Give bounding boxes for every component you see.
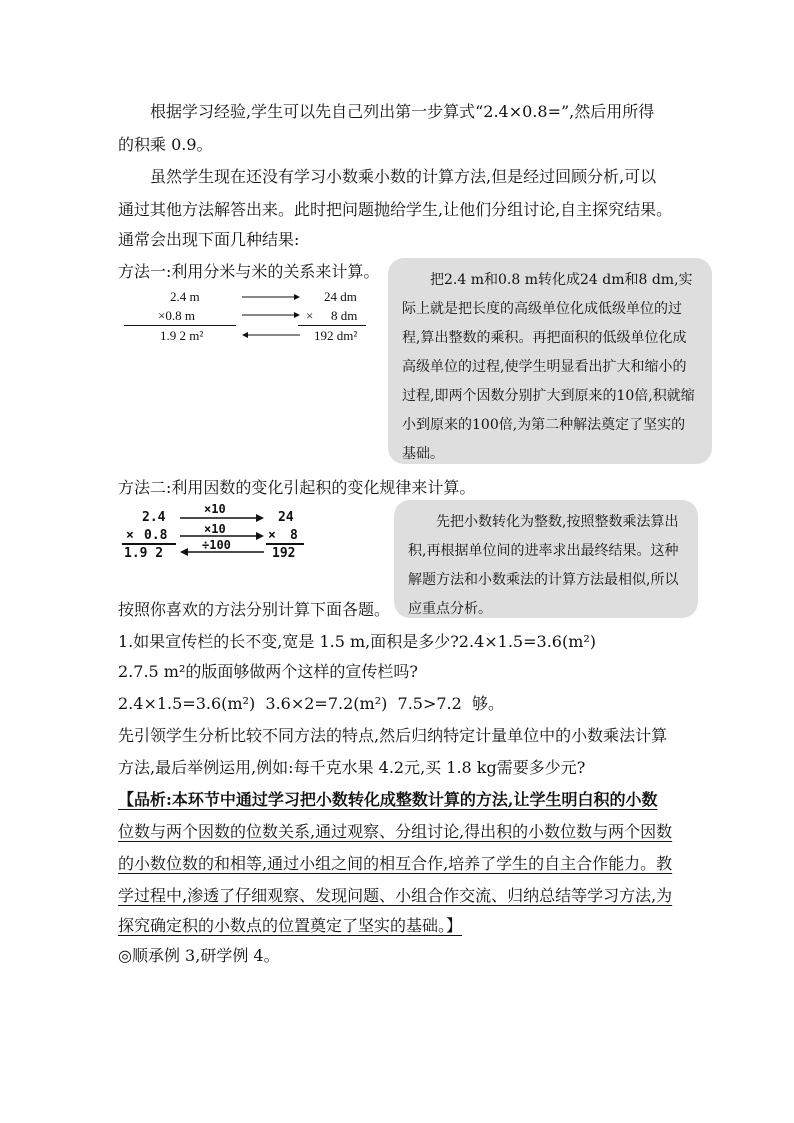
m2-arrow3-label: ÷100 xyxy=(202,538,231,552)
m2-left-top: 2.4 xyxy=(142,510,166,525)
method2-title: 方法二:利用因数的变化引起积的变化规律来计算。 xyxy=(118,478,476,497)
summary-line-2: 方法,最后举例运用,例如:每千克水果 4.2元,买 1.8 kg需要多少元? xyxy=(118,758,586,777)
m2-right-line xyxy=(266,543,304,545)
analysis-line-1 xyxy=(118,790,657,810)
m1-right-top: 24 dm xyxy=(324,289,357,304)
summary-line-1: 先引领学生分析比较不同方法的特点,然后归纳特定计量单位中的小数乘法计算 xyxy=(118,726,668,745)
method1-note xyxy=(388,258,712,464)
method1-title: 方法一:利用分米与米的关系来计算。 xyxy=(118,262,380,281)
m2-right-top: 24 xyxy=(278,510,294,525)
exercise-q1: 1.如果宣传栏的长不变,宽是 1.5 m,面积是多少?2.4×1.5=3.6(m²) xyxy=(118,632,597,651)
analysis-line-1-text: 【品析:本环节中通过学习把小数转化成整数计算的方法,让学生明白积的小数 xyxy=(118,790,658,809)
intro-line-5: 通常会出现下面几种结果: xyxy=(118,230,300,249)
analysis-line-4: 学过程中,渗透了仔细观察、发现问题、小组合作交流、归纳总结等学习方法,为 xyxy=(118,886,673,905)
m1-left-mid: ×0.8 m xyxy=(158,308,195,323)
m2-left-mid: 0.8 xyxy=(144,528,168,543)
m1-right-bottom: 192 dm² xyxy=(314,328,358,343)
m1-right-op: × xyxy=(306,308,314,323)
method2-note-text: 先把小数转化为整数,按照整数乘法算出积,再根据单位间的进率求出最终结果。这种解题方法和小数乘法的计算方法最相似,所以应重点分析。 xyxy=(408,514,679,617)
m1-right-mid: 8 dm xyxy=(331,308,358,323)
intro-line-2: 的积乘 0.9。 xyxy=(118,135,213,154)
m1-left-line xyxy=(124,325,236,326)
analysis-line-2: 位数与两个因数的位数关系,通过观察、分组讨论,得出积的小数位数与两个因数 xyxy=(118,822,673,841)
m1-left-bottom: 1.9 2 m² xyxy=(160,328,204,343)
method1-calculation xyxy=(118,286,378,348)
intro-line-3: 虽然学生现在还没有学习小数乘小数的计算方法,但是经过回顾分析,可以 xyxy=(150,167,657,186)
analysis-line-3: 的小数位数的和相等,通过小组之间的相互合作,培养了学生的自主合作能力。教 xyxy=(118,854,673,873)
method1-note-text: 把2.4 m和0.8 m转化成24 dm和8 dm,实际上就是把长度的高级单位化成低级单位的过程,算出整数的乘积。再把面积的低级单位化成高级单位的过程,使学生明显看出扩大和缩小的过程,即两个因数分别扩大到原来的10倍,积就缩小到原来的100倍,为第二种解法奠定了坚实的基础。 xyxy=(402,272,695,462)
exercise-answer: 2.4×1.5=3.6(m²) 3.6×2=7.2(m²) 7.5>7.2 够。 xyxy=(118,694,504,713)
m2-left-bottom: 1.9 2 xyxy=(124,546,164,561)
m2-left-op: × xyxy=(126,528,134,543)
exercise-q2: 2.7.5 m²的版面够做两个这样的宣传栏吗? xyxy=(118,662,418,681)
m2-left-line xyxy=(122,543,176,545)
m2-arrow1-label: ×10 xyxy=(204,502,226,516)
m2-right-op: × xyxy=(268,528,276,543)
m2-arrow2-label: ×10 xyxy=(204,522,226,536)
m1-right-line xyxy=(298,325,366,326)
intro-line-4: 通过其他方法解答出来。此时把问题抛给学生,让他们分组讨论,自主探究结果。 xyxy=(118,200,673,219)
m1-arrows xyxy=(236,286,306,346)
footer-line: ◎顺承例 3,研学例 4。 xyxy=(118,946,280,965)
exercise-intro: 按照你喜欢的方法分别计算下面各题。 xyxy=(118,600,391,619)
intro-line-1: 根据学习经验,学生可以先自己列出第一步算式“2.4×0.8=”,然后用所得 xyxy=(150,102,655,121)
method2-calculation xyxy=(118,502,388,564)
analysis-line-5: 探究确定积的小数点的位置奠定了坚实的基础。】 xyxy=(118,916,463,935)
m2-right-bottom: 192 xyxy=(272,546,296,561)
method2-note xyxy=(394,500,698,618)
m2-arrows xyxy=(176,502,268,564)
m2-right-mid: 8 xyxy=(290,528,298,543)
m1-left-top: 2.4 m xyxy=(170,289,200,304)
